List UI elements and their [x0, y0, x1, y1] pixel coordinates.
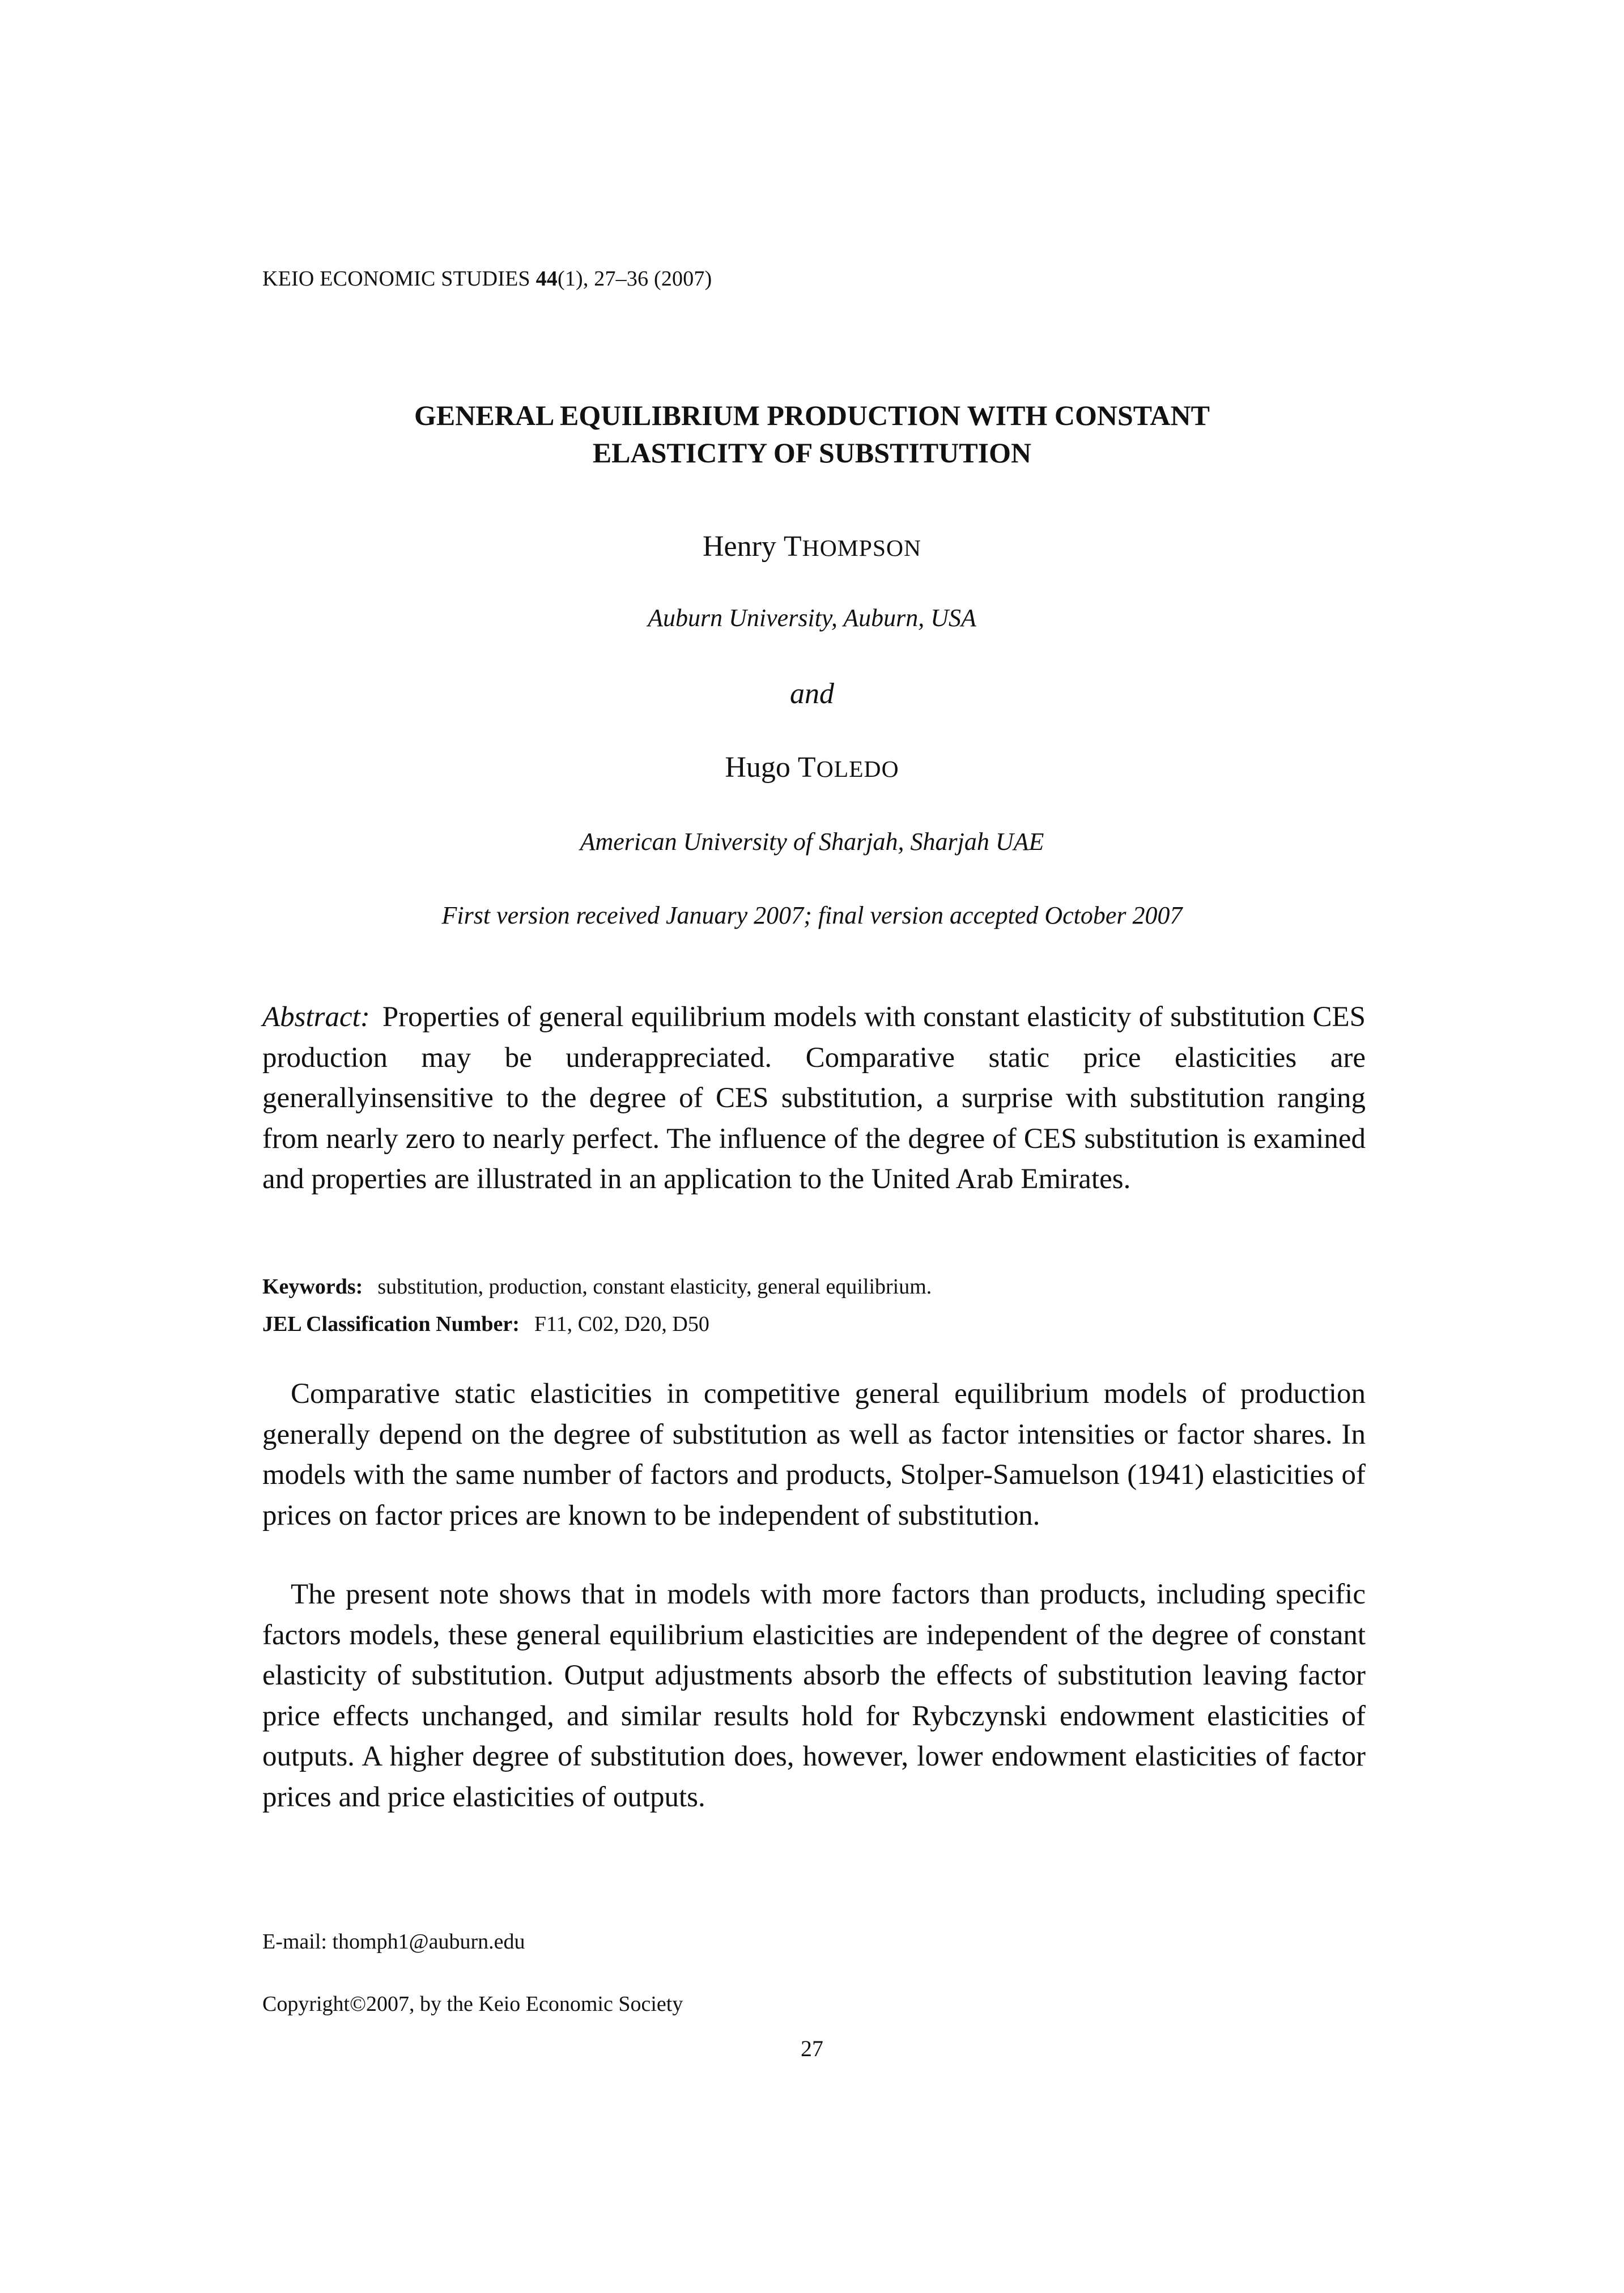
- author-1: [0, 530, 1624, 563]
- author-1-first: Henry: [702, 530, 776, 563]
- footnote-copyright: Copyright©2007, by the Keio Economic Society: [262, 1992, 683, 2016]
- paper-title: [0, 397, 1624, 471]
- author-2-last-rest: OLEDO: [816, 756, 899, 782]
- author-2: [0, 751, 1624, 784]
- keywords-label: Keywords:: [262, 1275, 363, 1299]
- keywords: [262, 1268, 1366, 1305]
- body-paragraph-1: Comparative static elasticities in competitive general equilibrium models of production generally depend on the degree of substitution as well as factor intensities or factor shares. In models with the same number of factors and products, Stolper-Samuelson (1941) elasticities of prices on factor prices are known to be independent of substitution.: [262, 1378, 1366, 1531]
- journal-issue: (1), 27–36 (2007): [557, 267, 712, 291]
- journal-volume: 44: [535, 267, 558, 291]
- jel-text: F11, C02, D20, D50: [534, 1312, 709, 1336]
- author-2-last-initial: T: [797, 751, 817, 784]
- keywords-block: [262, 1268, 1366, 1343]
- abstract: [262, 997, 1366, 1200]
- body-paragraph-2: The present note shows that in models with more factors than products, including specific factors models, these general equilibrium elasticities are independent of the degree of constant elasticity of substitution. Output adjustments absorb the effects of substitution leaving factor price effects unchanged, and similar results hold for Rybczynski endowment elasticities of outputs. A higher degree of substitution does, however, lower endowment elasticities of factor prices and price elasticities of outputs.: [262, 1579, 1366, 1813]
- jel-label: JEL Classification Number:: [262, 1312, 520, 1336]
- footnote-email: E-mail: thomph1@auburn.edu: [262, 1930, 525, 1954]
- author-1-last-initial: T: [783, 530, 802, 563]
- received-dates: First version received January 2007; final version accepted October 2007: [441, 901, 1183, 929]
- author-2-first: Hugo: [725, 751, 790, 784]
- page-number: 27: [801, 2036, 823, 2061]
- title-line-1: GENERAL EQUILIBRIUM PRODUCTION WITH CONSTANT: [414, 399, 1210, 431]
- author-1-affiliation: Auburn University, Auburn, USA: [648, 604, 976, 632]
- abstract-text: Properties of general equilibrium models with constant elasticity of substitution CES production may be underappreciated. Comparative static price elasticities are generallyinsensitive to the degree of CES substitution, a surprise with substitution ranging from nearly zero to nearly perfect. The influence of the degree of CES substitution is examined and properties are illustrated in an application to the United Arab Emirates.: [262, 1001, 1366, 1195]
- author-conjunction: and: [790, 678, 834, 710]
- author-2-affiliation: American University of Sharjah, Sharjah UAE: [580, 828, 1044, 856]
- abstract-label: Abstract:: [262, 1001, 370, 1033]
- keywords-text: substitution, production, constant elasticity, general equilibrium.: [377, 1275, 932, 1299]
- jel-classification: [262, 1305, 1366, 1343]
- journal-name: KEIO ECONOMIC STUDIES: [262, 267, 530, 291]
- journal-header: [262, 266, 712, 291]
- author-1-last-rest: HOMPSON: [802, 535, 922, 561]
- title-line-2: ELASTICITY OF SUBSTITUTION: [592, 437, 1032, 469]
